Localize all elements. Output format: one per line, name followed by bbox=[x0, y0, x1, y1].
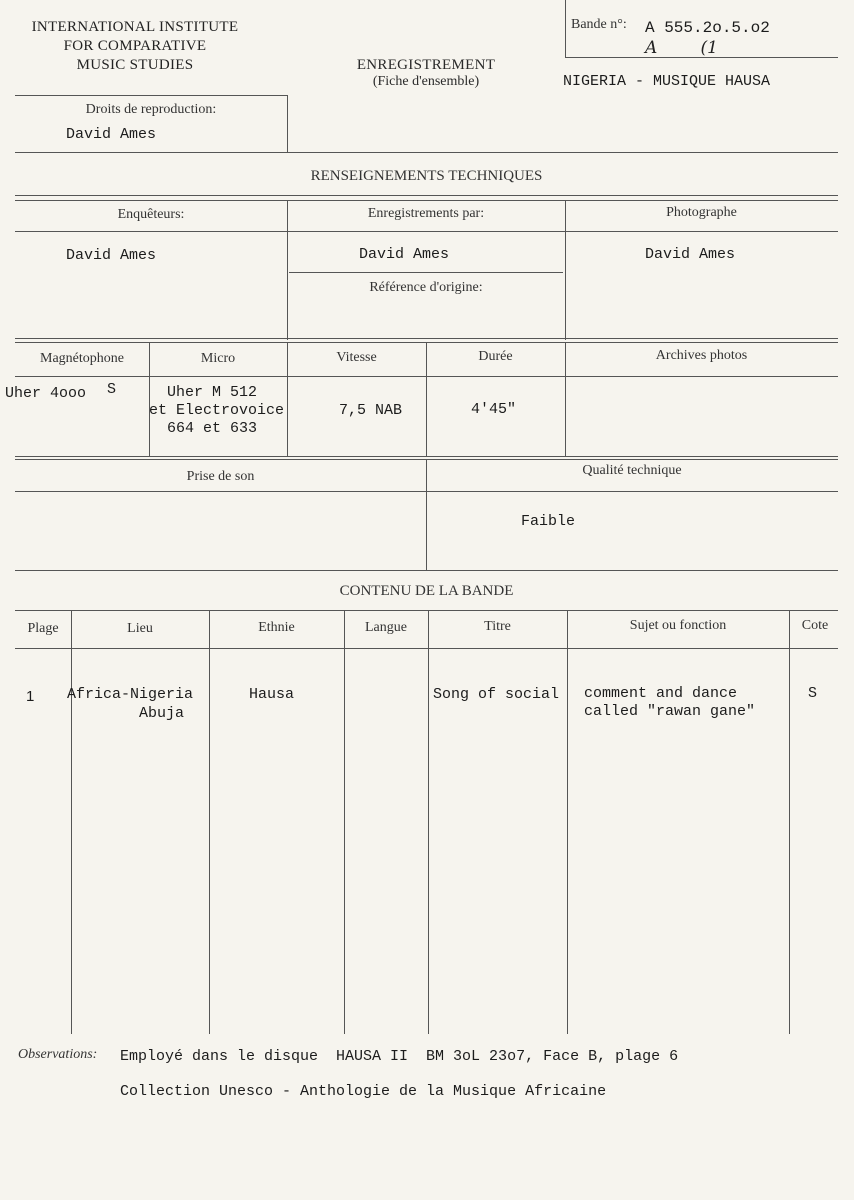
magnetophone-header: Magnétophone bbox=[40, 351, 124, 366]
magnetophone-mark: S bbox=[107, 381, 117, 398]
prise-de-son-label: Prise de son bbox=[186, 469, 255, 484]
bande-number: A 555.2o.5.o2 bbox=[645, 19, 770, 37]
enregistrements-label: Enregistrements par: bbox=[367, 206, 485, 221]
micro-line-1: Uher M 512 bbox=[167, 384, 258, 401]
row-ethnie: Hausa bbox=[249, 686, 295, 703]
micro-header: Micro bbox=[200, 351, 236, 366]
vitesse-header: Vitesse bbox=[336, 350, 377, 365]
institute-line-3: MUSIC STUDIES bbox=[76, 57, 194, 73]
langue-header: Langue bbox=[365, 620, 407, 635]
rights-label: Droits de reproduction: bbox=[85, 102, 217, 117]
micro-line-2: et Electrovoice bbox=[149, 402, 285, 419]
archives-photos-header: Archives photos bbox=[655, 348, 748, 363]
region-label: NIGERIA - MUSIQUE HAUSA bbox=[563, 73, 771, 90]
micro-line-3: 664 et 633 bbox=[167, 420, 258, 437]
vitesse-value: 7,5 NAB bbox=[339, 402, 403, 419]
observations-label: Observations: bbox=[18, 1047, 98, 1062]
photographe-value: David Ames bbox=[645, 246, 736, 263]
ethnie-header: Ethnie bbox=[258, 620, 295, 635]
tech-section-title: RENSEIGNEMENTS TECHNIQUES bbox=[310, 168, 543, 184]
row-lieu-2: Abuja bbox=[139, 705, 185, 722]
duree-value: 4'45" bbox=[471, 401, 517, 418]
qualite-technique-label: Qualité technique bbox=[582, 463, 682, 478]
enqueteurs-label: Enquêteurs: bbox=[117, 207, 185, 222]
institute-name bbox=[10, 18, 260, 75]
titre-header: Titre bbox=[484, 619, 511, 634]
contents-section-title: CONTENU DE LA BANDE bbox=[339, 583, 514, 599]
row-cote: S bbox=[808, 685, 818, 702]
row-titre: Song of social bbox=[433, 686, 560, 703]
reference-label: Référence d'origine: bbox=[369, 280, 483, 295]
qualite-technique-value: Faible bbox=[521, 513, 576, 530]
row-lieu-1: Africa-Nigeria bbox=[67, 686, 194, 703]
enqueteurs-value: David Ames bbox=[66, 247, 157, 264]
observations-line-1: Employé dans le disque HAUSA II BM 3oL 23o7, Face B, plage 6 bbox=[120, 1048, 679, 1065]
rights-value: David Ames bbox=[66, 126, 157, 143]
row-sujet-1: comment and dance bbox=[584, 685, 738, 702]
row-plage: 1 bbox=[26, 688, 35, 705]
duree-header: Durée bbox=[478, 349, 513, 364]
photographe-label: Photographe bbox=[666, 205, 737, 220]
lieu-header: Lieu bbox=[127, 621, 153, 636]
cote-header: Cote bbox=[801, 618, 829, 633]
sujet-header: Sujet ou fonction bbox=[629, 618, 727, 633]
form-title bbox=[330, 57, 522, 90]
form-title-sub: (Fiche d'ensemble) bbox=[372, 74, 480, 89]
plage-header: Plage bbox=[27, 621, 59, 636]
bande-handwritten: A (1 bbox=[645, 38, 718, 58]
enregistrements-value: David Ames bbox=[359, 246, 450, 263]
institute-line-1: INTERNATIONAL INSTITUTE bbox=[31, 19, 239, 35]
row-sujet-2: called "rawan gane" bbox=[584, 703, 756, 720]
observations-line-2: Collection Unesco - Anthologie de la Musique Africaine bbox=[120, 1083, 607, 1100]
form-title-main: ENREGISTREMENT bbox=[356, 57, 496, 73]
bande-label: Bande n°: bbox=[571, 17, 627, 32]
institute-line-2: FOR COMPARATIVE bbox=[63, 38, 207, 54]
magnetophone-value: Uher 4ooo bbox=[5, 385, 87, 402]
